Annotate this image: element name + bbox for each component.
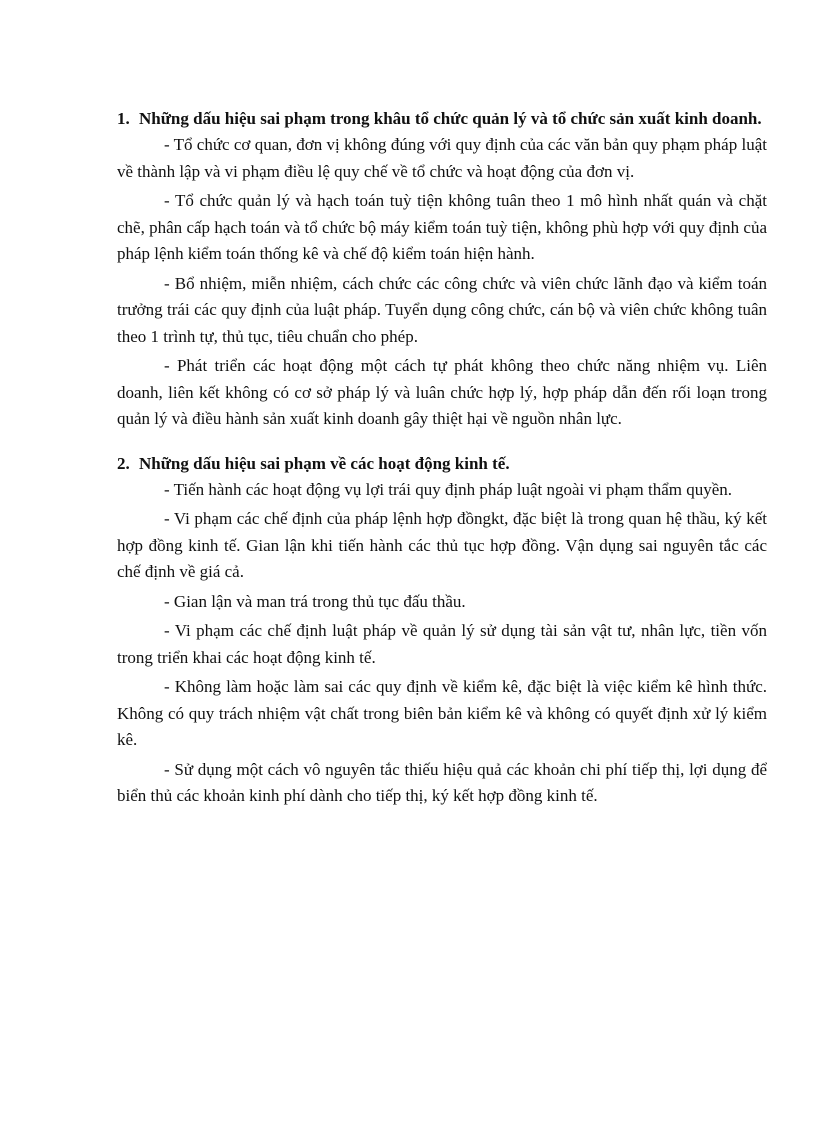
paragraph: - Phát triển các hoạt động một cách tự phát không theo chức năng nhiệm vụ. Liên doanh, liên kết không có cơ sở pháp lý và luân chức hợp lý, hợp pháp dẫn đến rối loạn trong quản lý và điều hành sản xuất kinh doanh gây thiệt hại về nguồn nhân lực. xyxy=(117,356,767,428)
section-1 xyxy=(117,106,767,433)
section-number: 1. xyxy=(117,109,130,128)
paragraph: - Vi phạm các chế định luật pháp về quản lý sử dụng tài sản vật tư, nhân lực, tiền vốn trong triển khai các hoạt động kinh tế. xyxy=(117,621,767,667)
section-number: 2. xyxy=(117,453,130,473)
paragraph: - Tổ chức cơ quan, đơn vị không đúng với quy định của các văn bản quy phạm pháp luật về thành lập và vi phạm điều lệ quy chế về tổ chức và hoạt động của đơn vị. xyxy=(117,135,767,181)
document-body xyxy=(117,106,767,813)
section-heading xyxy=(117,451,767,477)
paragraph: - Không làm hoặc làm sai các quy định về kiểm kê, đặc biệt là việc kiểm kê hình thức. Không có quy trách nhiệm vật chất trong biên bản kiểm kê và không có quyết định xử lý kiểm kê. xyxy=(117,677,767,749)
paragraph: - Gian lận và man trá trong thủ tục đấu thầu. xyxy=(164,591,466,611)
section-heading xyxy=(117,106,767,132)
paragraph: - Vi phạm các chế định của pháp lệnh hợp đồngkt, đặc biệt là trong quan hệ thầu, ký kết hợp đồng kinh tế. Gian lận khi tiến hành các thủ tục hợp đồng. Vận dụng sai nguyên tắc các chế định về giá cả. xyxy=(117,509,767,581)
paragraph: - Tiến hành các hoạt động vụ lợi trái quy định pháp luật ngoài vi phạm thẩm quyền. xyxy=(164,479,733,499)
section-2 xyxy=(117,451,767,810)
section-title: Những dấu hiệu sai phạm trong khâu tổ chức quản lý và tổ chức sản xuất kinh doanh. xyxy=(139,109,762,128)
paragraph: - Tổ chức quản lý và hạch toán tuỳ tiện không tuân theo 1 mô hình nhất quán và chặt chẽ, phân cấp hạch toán và tổ chức bộ máy kiểm toán tuỳ tiện, không phù hợp với quy định của pháp lệnh kiểm toán thống kê và chế độ kiểm toán hiện hành. xyxy=(117,191,767,263)
paragraph: - Sử dụng một cách vô nguyên tắc thiếu hiệu quả các khoản chi phí tiếp thị, lợi dụng để biển thủ các khoản kinh phí dành cho tiếp thị, ký kết hợp đồng kinh tế. xyxy=(117,759,767,805)
section-title: Những dấu hiệu sai phạm về các hoạt động kinh tế. xyxy=(139,453,510,473)
paragraph: - Bổ nhiệm, miễn nhiệm, cách chức các công chức và viên chức lãnh đạo và kiểm toán trưởng trái các quy định của luật pháp. Tuyển dụng công chức, cán bộ và viên chức không tuân theo 1 trình tự, thủ tục, tiêu chuẩn cho phép. xyxy=(117,273,767,346)
